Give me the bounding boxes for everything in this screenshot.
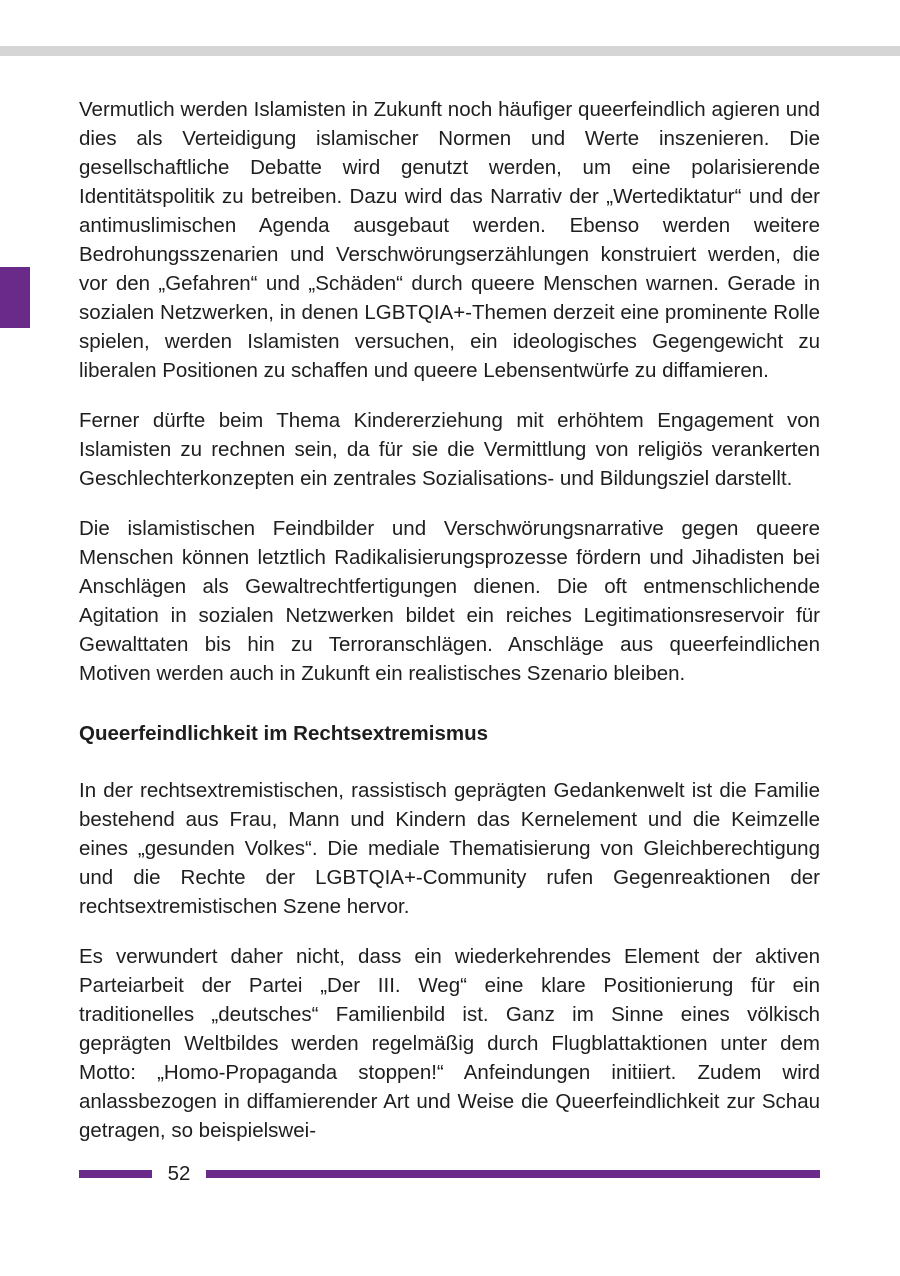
- paragraph-radicalisation: Die islamistischen Feindbilder und Verschwörungsnarrative gegen queere Menschen können letztlich Radikalisierungsprozesse fördern und Jihadisten bei Anschlägen als Gewaltrechtfertigungen dienen. Die oft entmenschlichende Agitation in sozialen Netzwerken bildet ein reiches Legitimationsreservoir für Gewalttaten bis hin zu Terroranschlägen. Anschläge aus queerfeindlichen Motiven werden auch in Zukunft ein realistisches Szenario bleiben.: [79, 517, 820, 685]
- footer-bar-left: [79, 1170, 152, 1178]
- chapter-side-marker: [0, 267, 30, 328]
- paragraph-right-wing-family-image: In der rechtsextremistischen, rassistisch geprägten Gedankenwelt ist die Familie bestehend aus Frau, Mann und Kindern das Kernelement und die Keimzelle eines „gesunden Volkes“. Die mediale Thematisierung von Gleichberechtigung und die Rechte der LGBTQIA+-Community rufen Gegenreaktionen der rechtsextremistischen Szene hervor.: [79, 779, 820, 918]
- section-heading: Queerfeindlichkeit im Rechtsextremismus: [79, 722, 489, 745]
- page-footer: [79, 1160, 820, 1188]
- paragraph-der-dritte-weg: Es verwundert daher nicht, dass ein wiederkehrendes Element der aktiven Parteiarbeit der Partei „Der III. Weg“ eine klare Positionierung für ein traditionelles „deutsches“ Familienbild ist. Ganz im Sinne eines völkisch geprägten Weltbildes werden regelmäßig durch Flugblattaktionen unter dem Motto: „Homo-Propaganda stoppen!“ Anfeindungen initiiert. Zudem wird anlassbezogen in diffamierender Art und Weise die Queerfeindlichkeit zur Schau getragen, so beispielswei-: [79, 945, 820, 1142]
- paragraph-islamist-outlook: Vermutlich werden Islamisten in Zukunft noch häufiger queerfeindlich agieren und dies als Verteidigung islamischer Normen und Werte inszenieren. Die gesellschaftliche Debatte wird genutzt werden, um eine polarisierende Identitätspolitik zu betreiben. Dazu wird das Narrativ der „Wertediktatur“ und der antimuslimischen Agenda ausgebaut werden. Ebenso werden weitere Bedrohungsszenarien und Verschwörungserzählungen konstruiert werden, die vor den „Gefahren“ und „Schäden“ durch queere Menschen warnen. Gerade in sozialen Netzwerken, in denen LGBTQIA+-Themen derzeit eine prominente Rolle spielen, werden Islamisten versuchen, ein ideologisches Gegengewicht zu liberalen Positionen zu schaffen und queere Lebensentwürfe zu diffamieren.: [79, 98, 820, 382]
- page-number: 52: [167, 1162, 191, 1185]
- footer-bar-right: [206, 1170, 820, 1178]
- paragraph-child-rearing: Ferner dürfte beim Thema Kindererziehung mit erhöhtem Engagement von Islamisten zu rechnen sein, da für sie die Vermittlung von religiös verankerten Geschlechterkonzepten ein zentrales Sozialisations- und Bildungsziel darstellt.: [79, 409, 820, 490]
- page-body: [79, 95, 820, 1145]
- top-divider-rule: [0, 46, 900, 56]
